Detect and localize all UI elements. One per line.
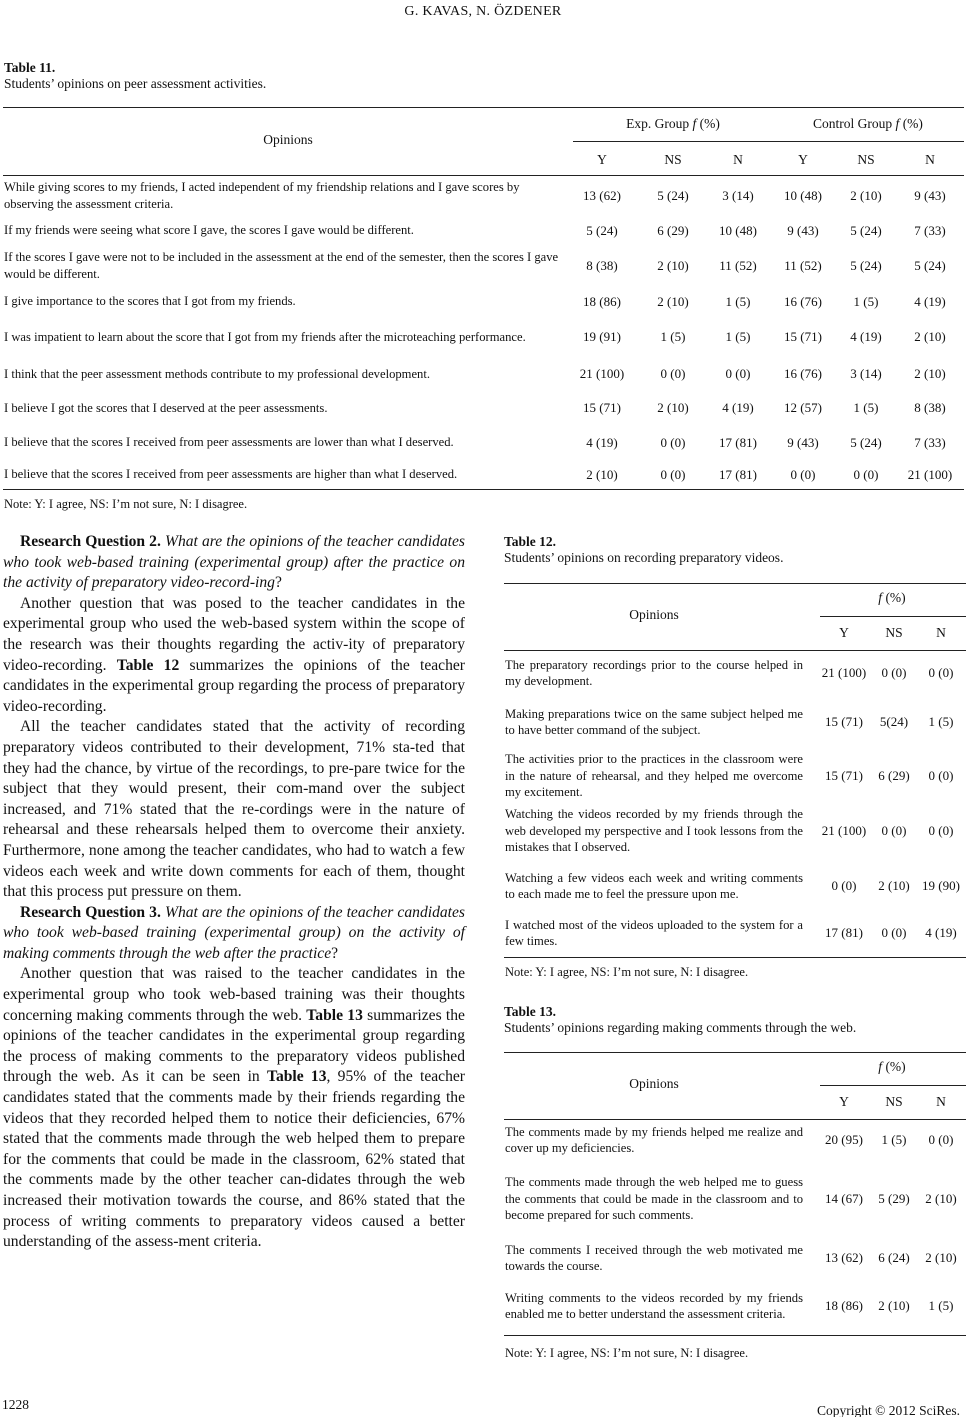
table11-cell: 1 (5): [725, 329, 751, 344]
table11-row-opinion: If the scores I gave were not to be included in the assessment at the end of the semester, then the scores I gave would be different.: [4, 250, 559, 281]
table11-header-exp-group: Exp. Group f (%): [626, 116, 720, 131]
table11-cell: 1 (5): [853, 293, 879, 309]
table12-row-opinion: [505, 805, 803, 857]
table11-cell: 7 (33): [914, 222, 946, 238]
table13-cell: 18 (86): [825, 1298, 863, 1313]
table11-cell: 2 (10): [657, 293, 689, 309]
table13-cell: 5 (29): [878, 1191, 910, 1206]
table12-cell: 0 (0): [928, 823, 954, 838]
table13-cell: 0 (0): [928, 1132, 954, 1147]
table11-cell: 0 (0): [660, 434, 686, 450]
table11-cell: 3 (14): [722, 188, 754, 203]
table11-row-opinion: While giving scores to my friends, I acted independent of my friendship relations and I gave scores by observing the assessment criteria.: [4, 180, 520, 211]
running-head: G. KAVAS, N. ÖZDENER: [404, 4, 562, 19]
table12-col-header: Y: [839, 625, 849, 640]
table13-cell: 2 (10): [878, 1298, 910, 1313]
table12-cell: 15 (71): [825, 768, 863, 783]
table12-col-header: NS: [885, 625, 903, 640]
table13-col-header: N: [936, 1094, 946, 1109]
table11-cell: 1 (5): [853, 400, 879, 415]
table12-row-opinion: [505, 655, 803, 691]
table13-note: Note: Y: I agree, NS: I’m not sure, N: I disagree.: [505, 1346, 749, 1360]
table11-cell: 0 (0): [660, 366, 686, 381]
copyright: Copyright © 2012 SciRes.: [816, 1403, 960, 1417]
table12-cell: 1 (5): [928, 714, 954, 729]
table13: [504, 1052, 966, 1342]
table12-cell: 19 (90): [922, 878, 960, 893]
table13-cell: 14 (67): [825, 1191, 863, 1206]
table11-label: Table 11.: [4, 60, 56, 75]
table11-cell: 17 (81): [719, 434, 757, 450]
table11-cell: 2 (10): [657, 258, 689, 273]
table12-cell: 21 (100): [821, 823, 867, 838]
table12-cell: 2 (10): [878, 878, 910, 893]
table12-row-opinion-text: The activities prior to the practices in the classroom were in the nature of rehearsal, and they helped me overcome my excitement.: [505, 752, 803, 800]
table11-cell: 12 (57): [784, 400, 822, 415]
table11-col-header: Y: [597, 152, 607, 167]
table12-row-opinion: [505, 696, 803, 748]
table11-cell: 2 (10): [914, 366, 946, 381]
table11-cell: 9 (43): [787, 222, 819, 238]
table11-cell: 1 (5): [725, 293, 751, 309]
table12-row-opinion-text: Making preparations twice on the same subject helped me to have better command of the subject.: [505, 706, 803, 737]
table12-header-f-pct: f (%): [878, 590, 906, 605]
table12-label: Table 12.: [504, 534, 557, 549]
table13-header-rule: [504, 1119, 966, 1120]
table12-top-rule: [504, 583, 966, 584]
table13-cell: 2 (10): [925, 1250, 957, 1265]
table13-top-rule: [504, 1052, 966, 1053]
table11-cell: 2 (10): [657, 400, 689, 415]
table12-row-opinion: [505, 860, 803, 912]
table13-row-opinion: [505, 1122, 803, 1158]
table12-row-opinion: [505, 750, 803, 802]
table13-row-opinion-text: The comments I received through the web motivated me towards the course.: [505, 1242, 803, 1273]
table13-col-header: Y: [839, 1094, 849, 1109]
table11-caption: [4, 60, 266, 92]
table13-title: Students’ opinions regarding making comments through the web.: [504, 1020, 857, 1035]
table11-header-rule: [3, 175, 964, 176]
table12: [504, 583, 966, 963]
table11-cell: 8 (38): [586, 258, 618, 273]
table13-bottom-rule: [504, 1335, 966, 1336]
table13-cell: 1 (5): [928, 1298, 954, 1313]
table12-row-opinion-text: I watched most of the videos uploaded to the system for a few times.: [505, 917, 803, 948]
table11-cell: 5 (24): [914, 258, 946, 273]
table11-col-header: NS: [664, 152, 682, 167]
table13-header-f-pct: f (%): [878, 1059, 906, 1074]
table13-caption: [504, 1004, 966, 1036]
table11-cell: 10 (48): [784, 188, 822, 203]
table11-cell: 15 (71): [784, 329, 822, 344]
table11-cell: 7 (33): [914, 434, 946, 450]
table11-cell: 6 (29): [657, 222, 689, 238]
table13-row-opinion: [505, 1162, 803, 1236]
table11-cell: 4 (19): [722, 400, 754, 415]
table11-cell: 16 (76): [784, 293, 822, 309]
table12-cell: 0 (0): [881, 925, 907, 940]
page-number: 1228: [2, 1397, 29, 1412]
table11-row-opinion: I believe I got the scores that I deserved at the peer assessments.: [4, 400, 328, 415]
table13-row-opinion-text: The comments made by my friends helped me realize and cover up my deficiencies.: [505, 1124, 803, 1155]
table12-header-opinions: Opinions: [629, 607, 679, 622]
table11-col-header: N: [925, 152, 935, 167]
table11-top-rule: [3, 107, 964, 108]
table11-cell: 5 (24): [850, 434, 882, 450]
table13-row-opinion: [505, 1240, 803, 1276]
table11-cell: 19 (91): [583, 329, 621, 344]
table12-cell: 15 (71): [825, 714, 863, 729]
table11-cell: 0 (0): [853, 466, 879, 482]
table11-col-header: Y: [798, 152, 808, 167]
table11-cell: 10 (48): [719, 222, 757, 238]
table12-cell: 6 (29): [878, 768, 910, 783]
table13-cell: 20 (95): [825, 1132, 863, 1147]
table11-cell: 13 (62): [583, 188, 621, 203]
table11-col-header: N: [733, 152, 743, 167]
table11-cell: 3 (14): [850, 366, 882, 381]
table11-row-opinion: I believe that the scores I received from peer assessments are higher than what I deserved.: [4, 467, 458, 481]
table13-row-opinion: [505, 1280, 803, 1332]
table11-cell: 4 (19): [586, 434, 618, 450]
table11-cell: 2 (10): [586, 466, 618, 482]
table13-row-opinion-text: The comments made through the web helped me to guess the comments that could be made in the classroom and to become prepared for such comments.: [505, 1175, 803, 1223]
table12-row-opinion-text: Watching a few videos each week and writing comments to each made me to feel the pressure upon me.: [505, 870, 803, 901]
paragraph-3: Another question that was raised to the teacher candidates in the experimental group who took web-based training was their thoughts concerning making comments through the web. Table 13 summarizes the opinions of the teacher candidates in the experimental group regarding the process of making comments to the preparatory videos published through the web. As it can be seen in Table 13, 95% of the teacher candidates stated that the comments made by their friends regarding the videos that they recorded helped them to notice their deficiencies, 67% stated that the comments made through the web helped them to prepare for the comments that could be made in the classroom, 62% stated that the comments made by the other teacher can-didates through the web increased their motivation towards the course, and 86% stated that the process of writing comments to preparatory videos caused a better understanding of the assess-ment criteria.: [3, 965, 466, 1251]
table11-cell: 21 (100): [907, 466, 953, 482]
table11-cell: 0 (0): [660, 466, 686, 482]
table12-cell: 17 (81): [825, 925, 863, 940]
table13-cell: 6 (24): [878, 1250, 910, 1265]
table12-row-opinion: [505, 915, 803, 951]
table12-col-header: N: [936, 625, 946, 640]
table11-cell: 2 (10): [850, 188, 882, 203]
paragraph-2: All the teacher candidates stated that the activity of recording preparatory videos contributed to their development, 71% sta-ted that they had the chance, by virtue of the recordings, to pre-pare twice for the subject that they would present, their com-mand over the subject increased, and 71% stated that the re-cordings were in the nature of rehearsal and these rehearsals helped them to overcome their anxiety. Furthermore, none among the teacher candidates, who had to watch a few videos each week and write down comments for each of them, thought that this process put pressure on them.: [3, 718, 465, 901]
table11-mid-rule: [573, 141, 964, 142]
table11-cell: 8 (38): [914, 400, 946, 415]
table11-cell: 5 (24): [850, 222, 882, 238]
table11-cell: 5 (24): [850, 258, 882, 273]
body-left-column: [3, 532, 465, 1253]
table12-row-opinion-text: The preparatory recordings prior to the course helped in my development.: [505, 657, 803, 688]
table11-cell: 0 (0): [725, 366, 751, 381]
table11-cell: 17 (81): [719, 466, 757, 482]
table12-cell: 5(24): [879, 714, 909, 729]
table11-row-opinion: If my friends were seeing what score I gave, the scores I gave would be different.: [4, 223, 414, 237]
table12-cell: 0 (0): [928, 665, 954, 680]
table11-cell: 4 (19): [850, 329, 882, 344]
table13-cell: 1 (5): [881, 1132, 907, 1147]
table12-row-opinion-text: Watching the videos recorded by my friends through the web developed my perspective and I took lessons from the mistakes that I observed.: [505, 807, 803, 855]
table11-cell: 15 (71): [583, 400, 621, 415]
table12-cell: 0 (0): [881, 665, 907, 680]
table11-col-header: NS: [857, 152, 875, 167]
table11-note: Note: Y: I agree, NS: I’m not sure, N: I disagree.: [4, 497, 248, 511]
table12-bottom-rule: [504, 957, 966, 958]
table12-title: Students’ opinions on recording preparatory videos.: [504, 550, 784, 565]
table12-cell: 0 (0): [831, 878, 857, 893]
table11-cell: 9 (43): [787, 434, 819, 450]
table12-cell: 21 (100): [821, 665, 867, 680]
table11-bottom-rule: [3, 489, 964, 490]
table13-header-opinions: Opinions: [629, 1076, 679, 1091]
table11-cell: 1 (5): [660, 329, 686, 344]
table11-cell: 0 (0): [790, 466, 816, 482]
table11-row-opinion: I believe that the scores I received from peer assessments are lower than what I deserved.: [4, 435, 454, 449]
table11-cell: 18 (86): [583, 293, 621, 309]
table11-row-opinion: I was impatient to learn about the score that I got from my friends after the microteaching performance.: [4, 329, 526, 344]
paragraph-1: Another question that was posed to the teacher candidates in the experimental group who used the web-based system within the scope of the research was their thoughts regarding the activ-ity of preparatory video-recording. Table 12 summarizes the opinions of the teacher candidates in the experimental group regarding the process of preparatory video-recording.: [3, 594, 465, 715]
table11-cell: 16 (76): [784, 366, 822, 381]
table11-cell: 21 (100): [579, 366, 625, 381]
table11-row-opinion: I think that the peer assessment methods contribute to my professional development.: [4, 366, 430, 381]
table13-mid-rule: [820, 1085, 966, 1086]
table11-cell: 5 (24): [657, 188, 689, 203]
table11-row-opinion: I give importance to the scores that I got from my friends.: [4, 294, 296, 308]
table11-cell: 11 (52): [784, 258, 822, 273]
table11-cell: 4 (19): [914, 293, 946, 309]
table11-header-opinions: Opinions: [263, 132, 313, 147]
table13-cell: 13 (62): [825, 1250, 863, 1265]
table11-cell: 5 (24): [586, 222, 618, 238]
table11-title: Students’ opinions on peer assessment activities.: [4, 76, 267, 91]
table13-cell: 2 (10): [925, 1191, 957, 1206]
table12-mid-rule: [820, 616, 966, 617]
table13-row-opinion-text: Writing comments to the videos recorded by my friends enabled me to better understand the assessment criteria.: [505, 1290, 803, 1321]
table11-cell: 9 (43): [914, 188, 946, 203]
table12-header-rule: [504, 650, 966, 651]
table12-caption: [504, 534, 966, 566]
table12-note: Note: Y: I agree, NS: I’m not sure, N: I disagree.: [505, 965, 749, 979]
rq2-paragraph: Research Question 2. What are the opinions of the teacher candidates who took web-based training (experimental group) after the practice on the activity of preparatory video-record-ing?: [3, 533, 465, 592]
table13-col-header: NS: [885, 1094, 903, 1109]
table11-header-control-group: Control Group f (%): [813, 116, 923, 131]
table11-cell: 11 (52): [719, 258, 757, 273]
table12-cell: 0 (0): [928, 768, 954, 783]
table13-label: Table 13.: [504, 1004, 557, 1019]
table11-cell: 2 (10): [914, 329, 946, 344]
rq3-paragraph: Research Question 3. What are the opinions of the teacher candidates who took web-based training (experimental group) on the activity of making comments through the web after the practice?: [3, 903, 466, 962]
table12-cell: 0 (0): [881, 823, 907, 838]
table12-cell: 4 (19): [925, 925, 957, 940]
